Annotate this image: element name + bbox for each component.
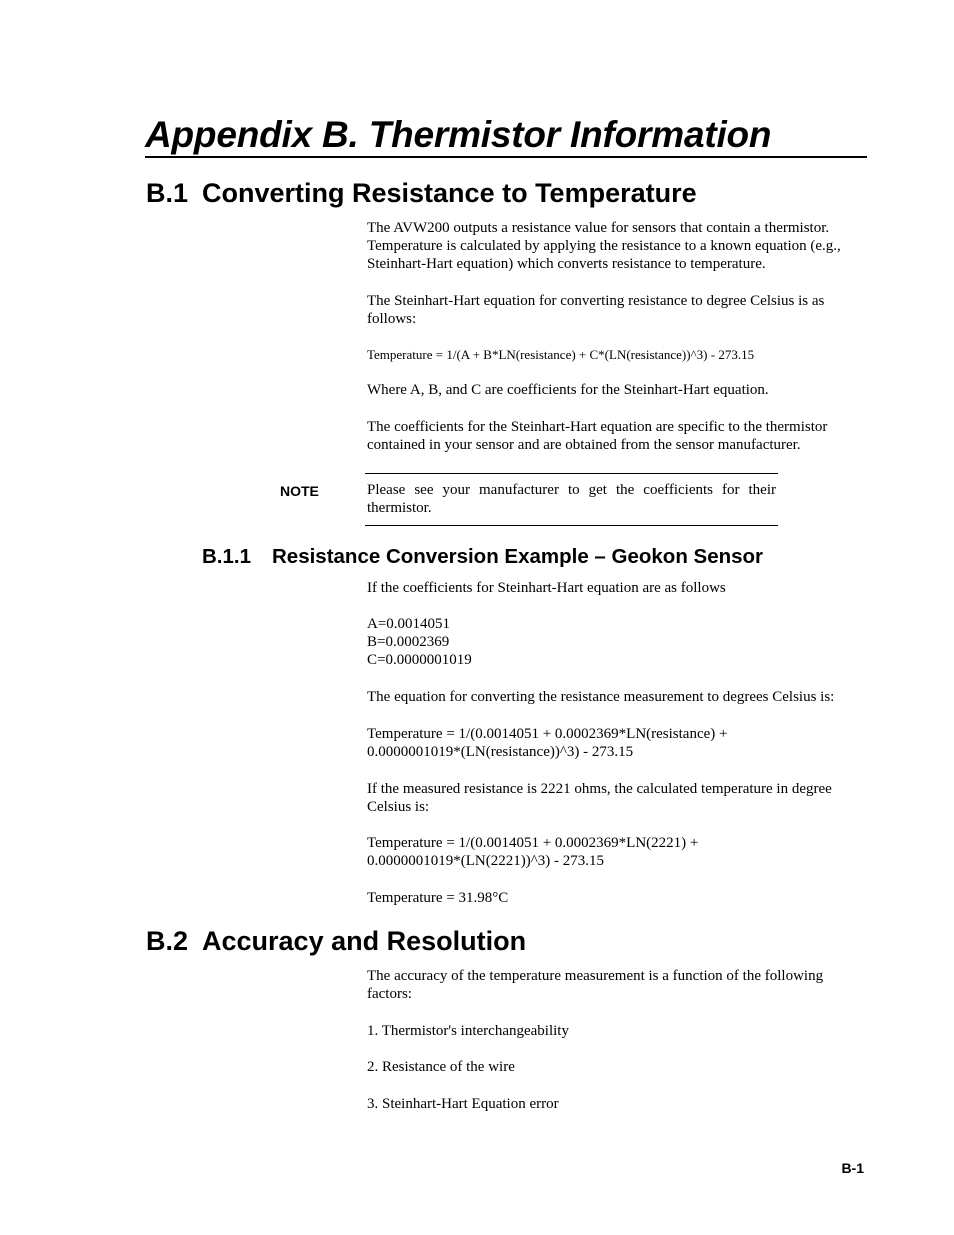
note-label: NOTE: [280, 483, 319, 499]
subsection-title: Resistance Conversion Example – Geokon Sensor: [272, 545, 764, 568]
section-number: B.1: [146, 178, 189, 208]
paragraph: The coefficients for the Steinhart-Hart equation are specific to the thermistor contained in your sensor and are obtained from the sensor manufacturer.: [367, 419, 828, 454]
factor-item: 1. Thermistor's interchangeability: [367, 1023, 569, 1039]
equation-line: 0.0000001019*(LN(resistance))^3) - 273.15: [367, 744, 634, 761]
factor-item: 3. Steinhart-Hart Equation error: [367, 1096, 559, 1112]
factor-item: 2. Resistance of the wire: [367, 1059, 515, 1075]
paragraph: If the coefficients for Steinhart-Hart equation are as follows: [367, 580, 726, 596]
appendix-title: Appendix B. Thermistor Information: [145, 114, 772, 155]
calculation-line: 0.0000001019*(LN(2221))^3) - 273.15: [367, 853, 605, 870]
note-text: Please see your manufacturer to get the coefficients for their thermistor.: [367, 482, 776, 517]
equation: Temperature = 1/(A + B*LN(resistance) + C*(LN(resistance))^3) - 273.15: [367, 347, 755, 362]
paragraph: Where A, B, and C are coefficients for the Steinhart-Hart equation.: [367, 382, 769, 398]
result: Temperature = 31.98°C: [367, 890, 509, 906]
subsection-number: B.1.1: [202, 545, 251, 568]
paragraph: The AVW200 outputs a resistance value for sensors that contain a thermistor. Temperature is calculated by applying the resistance to a known equation (e.g., Steinhart-Hart equation) which converts resistance to temperature.: [367, 220, 841, 273]
section-b2-heading: [146, 926, 526, 956]
coefficient-a: A=0.0014051: [367, 616, 451, 632]
calculation-block: [367, 834, 867, 870]
note-top-rule: [365, 473, 778, 474]
paragraph: The equation for converting the resistance measurement to degrees Celsius is:: [367, 689, 835, 705]
coefficient-c: C=0.0000001019: [367, 652, 472, 669]
section-b11-heading: [202, 545, 763, 569]
equation-line: Temperature = 1/(0.0014051 + 0.0002369*LN(resistance) +: [367, 726, 728, 742]
note-bottom-rule: [365, 525, 778, 526]
calculation-line: Temperature = 1/(0.0014051 + 0.0002369*LN(2221) +: [367, 835, 699, 851]
coefficient-list: [367, 615, 867, 670]
equation-block: [367, 725, 867, 761]
section-title: Converting Resistance to Temperature: [202, 178, 697, 208]
page-number: B-1: [841, 1160, 864, 1176]
paragraph: The accuracy of the temperature measurement is a function of the following factors:: [367, 968, 824, 1003]
paragraph: The Steinhart-Hart equation for converting resistance to degree Celsius is as follows:: [367, 293, 825, 328]
paragraph: If the measured resistance is 2221 ohms, the calculated temperature in degree Celsius is:: [367, 781, 832, 816]
section-title: Accuracy and Resolution: [202, 926, 527, 956]
title-rule: [145, 156, 867, 158]
section-number: B.2: [146, 926, 189, 956]
section-b1-heading: [146, 178, 697, 208]
coefficient-b: B=0.0002369: [367, 634, 450, 651]
